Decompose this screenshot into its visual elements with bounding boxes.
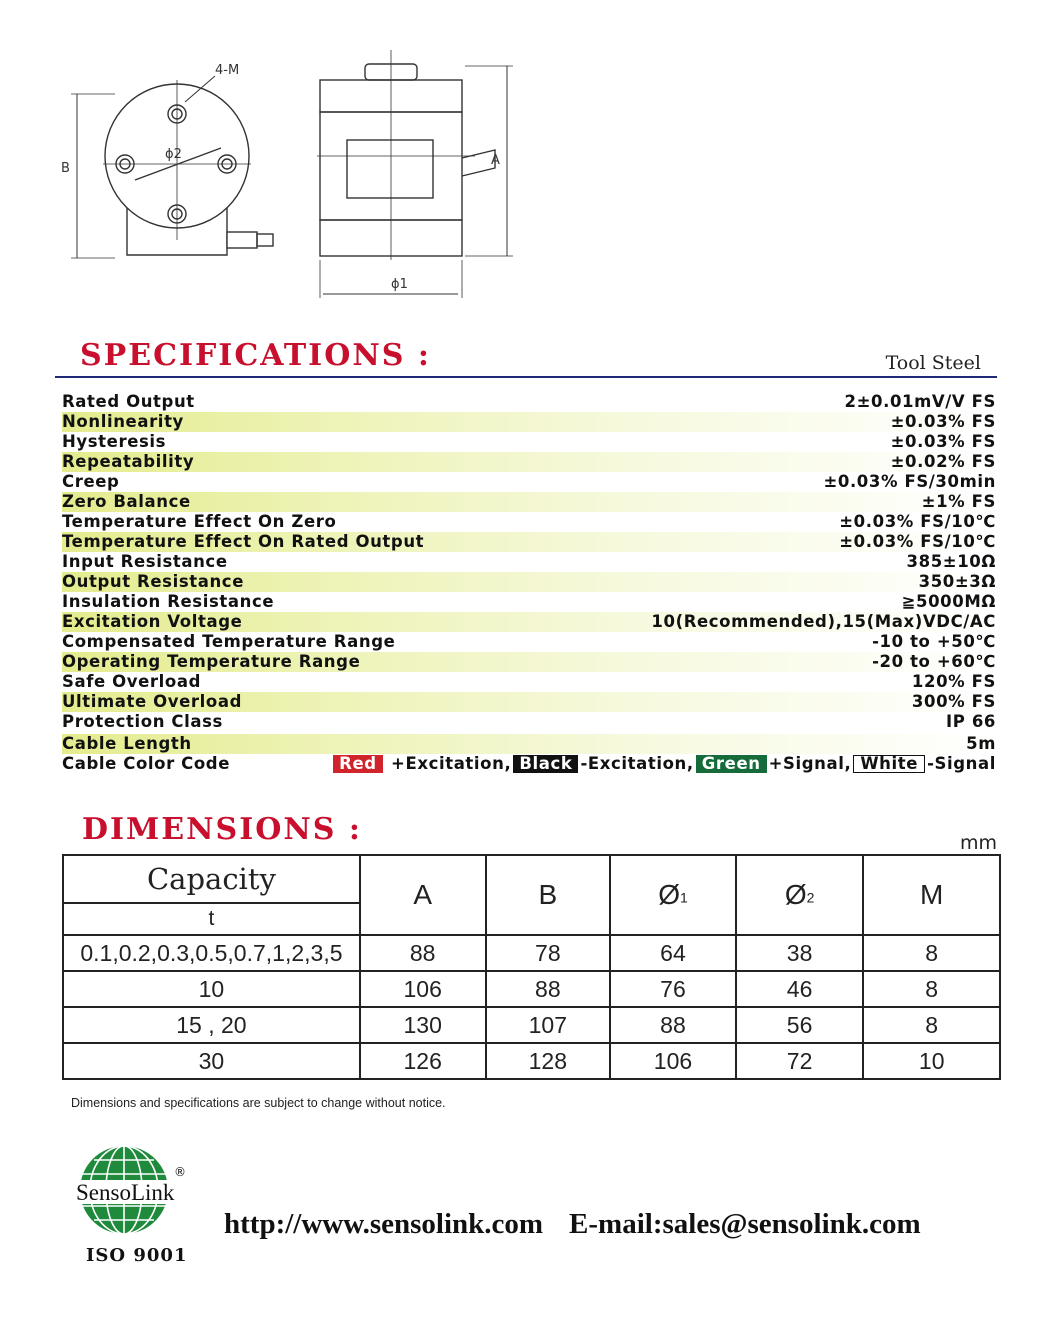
a-label: A bbox=[491, 153, 500, 168]
phi1-label: ϕ1 bbox=[391, 277, 408, 292]
table-cell: 88 bbox=[486, 971, 611, 1007]
spec-row bbox=[62, 632, 996, 652]
spec-label: Ultimate Overload bbox=[62, 692, 242, 711]
table-cell: 38 bbox=[736, 935, 864, 971]
black-wire-function: -Excitation, bbox=[580, 754, 694, 773]
white-wire-swatch: White bbox=[853, 755, 925, 773]
red-wire-swatch: Red bbox=[333, 755, 383, 773]
spec-row bbox=[62, 492, 996, 512]
sensolink-logo bbox=[72, 1142, 192, 1242]
iso-certification: ISO 9001 bbox=[86, 1245, 188, 1266]
phi2-symbol: Ø bbox=[784, 879, 807, 910]
phi1-subscript: 1 bbox=[679, 889, 688, 906]
table-cell: 30 bbox=[63, 1043, 360, 1079]
spec-label: Nonlinearity bbox=[62, 412, 184, 431]
specifications-title: SPECIFICATIONS : bbox=[80, 338, 431, 373]
phi2-header bbox=[736, 855, 864, 935]
table-cell: 107 bbox=[486, 1007, 611, 1043]
spec-row bbox=[62, 692, 996, 712]
table-cell: 78 bbox=[486, 935, 611, 971]
spec-row bbox=[62, 392, 996, 412]
table-cell: 8 bbox=[863, 1007, 1000, 1043]
spec-value: -10 to +50℃ bbox=[872, 632, 996, 651]
spec-label: Insulation Resistance bbox=[62, 592, 275, 611]
table-cell: 56 bbox=[736, 1007, 864, 1043]
hole-label: 4-M bbox=[215, 63, 240, 78]
dimensions-title: DIMENSIONS : bbox=[82, 812, 362, 847]
table-cell: 10 bbox=[863, 1043, 1000, 1079]
spec-value: IP 66 bbox=[946, 712, 996, 731]
table-cell: 15 , 20 bbox=[63, 1007, 360, 1043]
spec-label: Input Resistance bbox=[62, 552, 228, 571]
spec-label: Repeatability bbox=[62, 452, 195, 471]
phi1-symbol: Ø bbox=[658, 879, 680, 910]
black-wire-swatch: Black bbox=[513, 755, 578, 773]
spec-value: 2±0.01mV/V FS bbox=[844, 392, 996, 411]
spec-row bbox=[62, 512, 996, 532]
spec-label: Temperature Effect On Rated Output bbox=[62, 532, 425, 551]
spec-label: Temperature Effect On Zero bbox=[62, 512, 337, 531]
white-wire-function: -Signal bbox=[927, 754, 996, 773]
load-cell-drawings bbox=[55, 40, 525, 300]
a-header: A bbox=[360, 855, 486, 935]
spec-value: -20 to +60℃ bbox=[872, 652, 996, 671]
spec-label: Creep bbox=[62, 472, 120, 491]
spec-value: 5m bbox=[966, 734, 996, 753]
table-cell: 8 bbox=[863, 935, 1000, 971]
dimensions-table bbox=[62, 854, 1001, 1080]
spec-row bbox=[62, 572, 996, 592]
red-wire-function: +Excitation, bbox=[391, 754, 512, 773]
spec-row bbox=[62, 672, 996, 692]
spec-row bbox=[62, 734, 996, 754]
spec-row bbox=[62, 472, 996, 492]
top-view-drawing bbox=[71, 76, 273, 258]
table-cell: 128 bbox=[486, 1043, 611, 1079]
table-cell: 46 bbox=[736, 971, 864, 1007]
spec-value: ±0.02% FS bbox=[890, 452, 996, 471]
spec-label: Compensated Temperature Range bbox=[62, 632, 396, 651]
spec-value: ±1% FS bbox=[921, 492, 996, 511]
email-link[interactable]: E-mail:sales@sensolink.com bbox=[569, 1208, 921, 1240]
green-wire-function: +Signal, bbox=[768, 754, 852, 773]
contact-line bbox=[224, 1208, 921, 1241]
spec-value: ±0.03% FS bbox=[890, 432, 996, 451]
spec-row bbox=[62, 412, 996, 432]
spec-label: Cable Length bbox=[62, 734, 192, 753]
spec-label: Excitation Voltage bbox=[62, 612, 243, 631]
pcd-label: ϕ2 bbox=[165, 147, 182, 162]
spec-row bbox=[62, 552, 996, 572]
website-link[interactable]: http://www.sensolink.com bbox=[224, 1208, 544, 1240]
spec-label: Hysteresis bbox=[62, 432, 167, 451]
spec-label: Zero Balance bbox=[62, 492, 191, 511]
table-header-row bbox=[63, 855, 1000, 903]
table-row bbox=[63, 971, 1000, 1007]
table-cell: 130 bbox=[360, 1007, 486, 1043]
table-cell: 0.1,0.2,0.3,0.5,0.7,1,2,3,5 bbox=[63, 935, 360, 971]
phi2-subscript: 2 bbox=[806, 889, 815, 906]
spec-value: 10(Recommended),15(Max)VDC/AC bbox=[651, 612, 996, 631]
brand-name: SensoLink bbox=[76, 1180, 175, 1205]
phi1-header bbox=[610, 855, 736, 935]
spec-label: Rated Output bbox=[62, 392, 195, 411]
spec-value: ±0.03% FS bbox=[890, 412, 996, 431]
table-cell: 76 bbox=[610, 971, 736, 1007]
table-cell: 106 bbox=[360, 971, 486, 1007]
spec-row bbox=[62, 532, 996, 552]
spec-label: Cable Color Code bbox=[62, 754, 231, 773]
spec-divider bbox=[55, 376, 997, 378]
table-row bbox=[63, 1043, 1000, 1079]
table-cell: 10 bbox=[63, 971, 360, 1007]
green-wire-swatch: Green bbox=[696, 755, 767, 773]
capacity-header: Capacity bbox=[63, 855, 360, 903]
spec-row bbox=[62, 612, 996, 632]
spec-list bbox=[62, 392, 996, 774]
spec-value: 120% FS bbox=[911, 672, 996, 691]
notice-text: Dimensions and specifications are subject to change without notice. bbox=[71, 1096, 446, 1110]
spec-value: ±0.03% FS/30min bbox=[823, 472, 996, 491]
spec-row bbox=[62, 592, 996, 612]
spec-value: 350±3Ω bbox=[918, 572, 996, 591]
material-label: Tool Steel bbox=[885, 352, 981, 374]
b-label: B bbox=[61, 161, 70, 176]
table-cell: 72 bbox=[736, 1043, 864, 1079]
registered-mark: ® bbox=[174, 1165, 186, 1179]
spec-value: ≧5000MΩ bbox=[901, 592, 996, 611]
capacity-unit: t bbox=[63, 903, 360, 935]
unit-label: mm bbox=[959, 832, 997, 854]
spec-value: ±0.03% FS/10℃ bbox=[839, 512, 996, 531]
spec-row bbox=[62, 432, 996, 452]
m-header: M bbox=[863, 855, 1000, 935]
spec-label: Output Resistance bbox=[62, 572, 244, 591]
spec-label: Safe Overload bbox=[62, 672, 201, 691]
cable-color-values bbox=[331, 754, 996, 774]
side-view-drawing bbox=[317, 50, 513, 298]
table-cell: 106 bbox=[610, 1043, 736, 1079]
spec-row bbox=[62, 652, 996, 672]
table-row bbox=[63, 935, 1000, 971]
table-cell: 8 bbox=[863, 971, 1000, 1007]
spec-value: ±0.03% FS/10℃ bbox=[839, 532, 996, 551]
spec-row bbox=[62, 712, 996, 732]
spec-label: Operating Temperature Range bbox=[62, 652, 361, 671]
table-cell: 126 bbox=[360, 1043, 486, 1079]
spec-row bbox=[62, 452, 996, 472]
spec-value: 300% FS bbox=[911, 692, 996, 711]
b-header: B bbox=[486, 855, 611, 935]
table-cell: 64 bbox=[610, 935, 736, 971]
spec-value: 385±10Ω bbox=[906, 552, 996, 571]
spec-label: Protection Class bbox=[62, 712, 223, 731]
table-row bbox=[63, 1007, 1000, 1043]
table-cell: 88 bbox=[360, 935, 486, 971]
table-cell: 88 bbox=[610, 1007, 736, 1043]
cable-color-row bbox=[62, 754, 996, 774]
